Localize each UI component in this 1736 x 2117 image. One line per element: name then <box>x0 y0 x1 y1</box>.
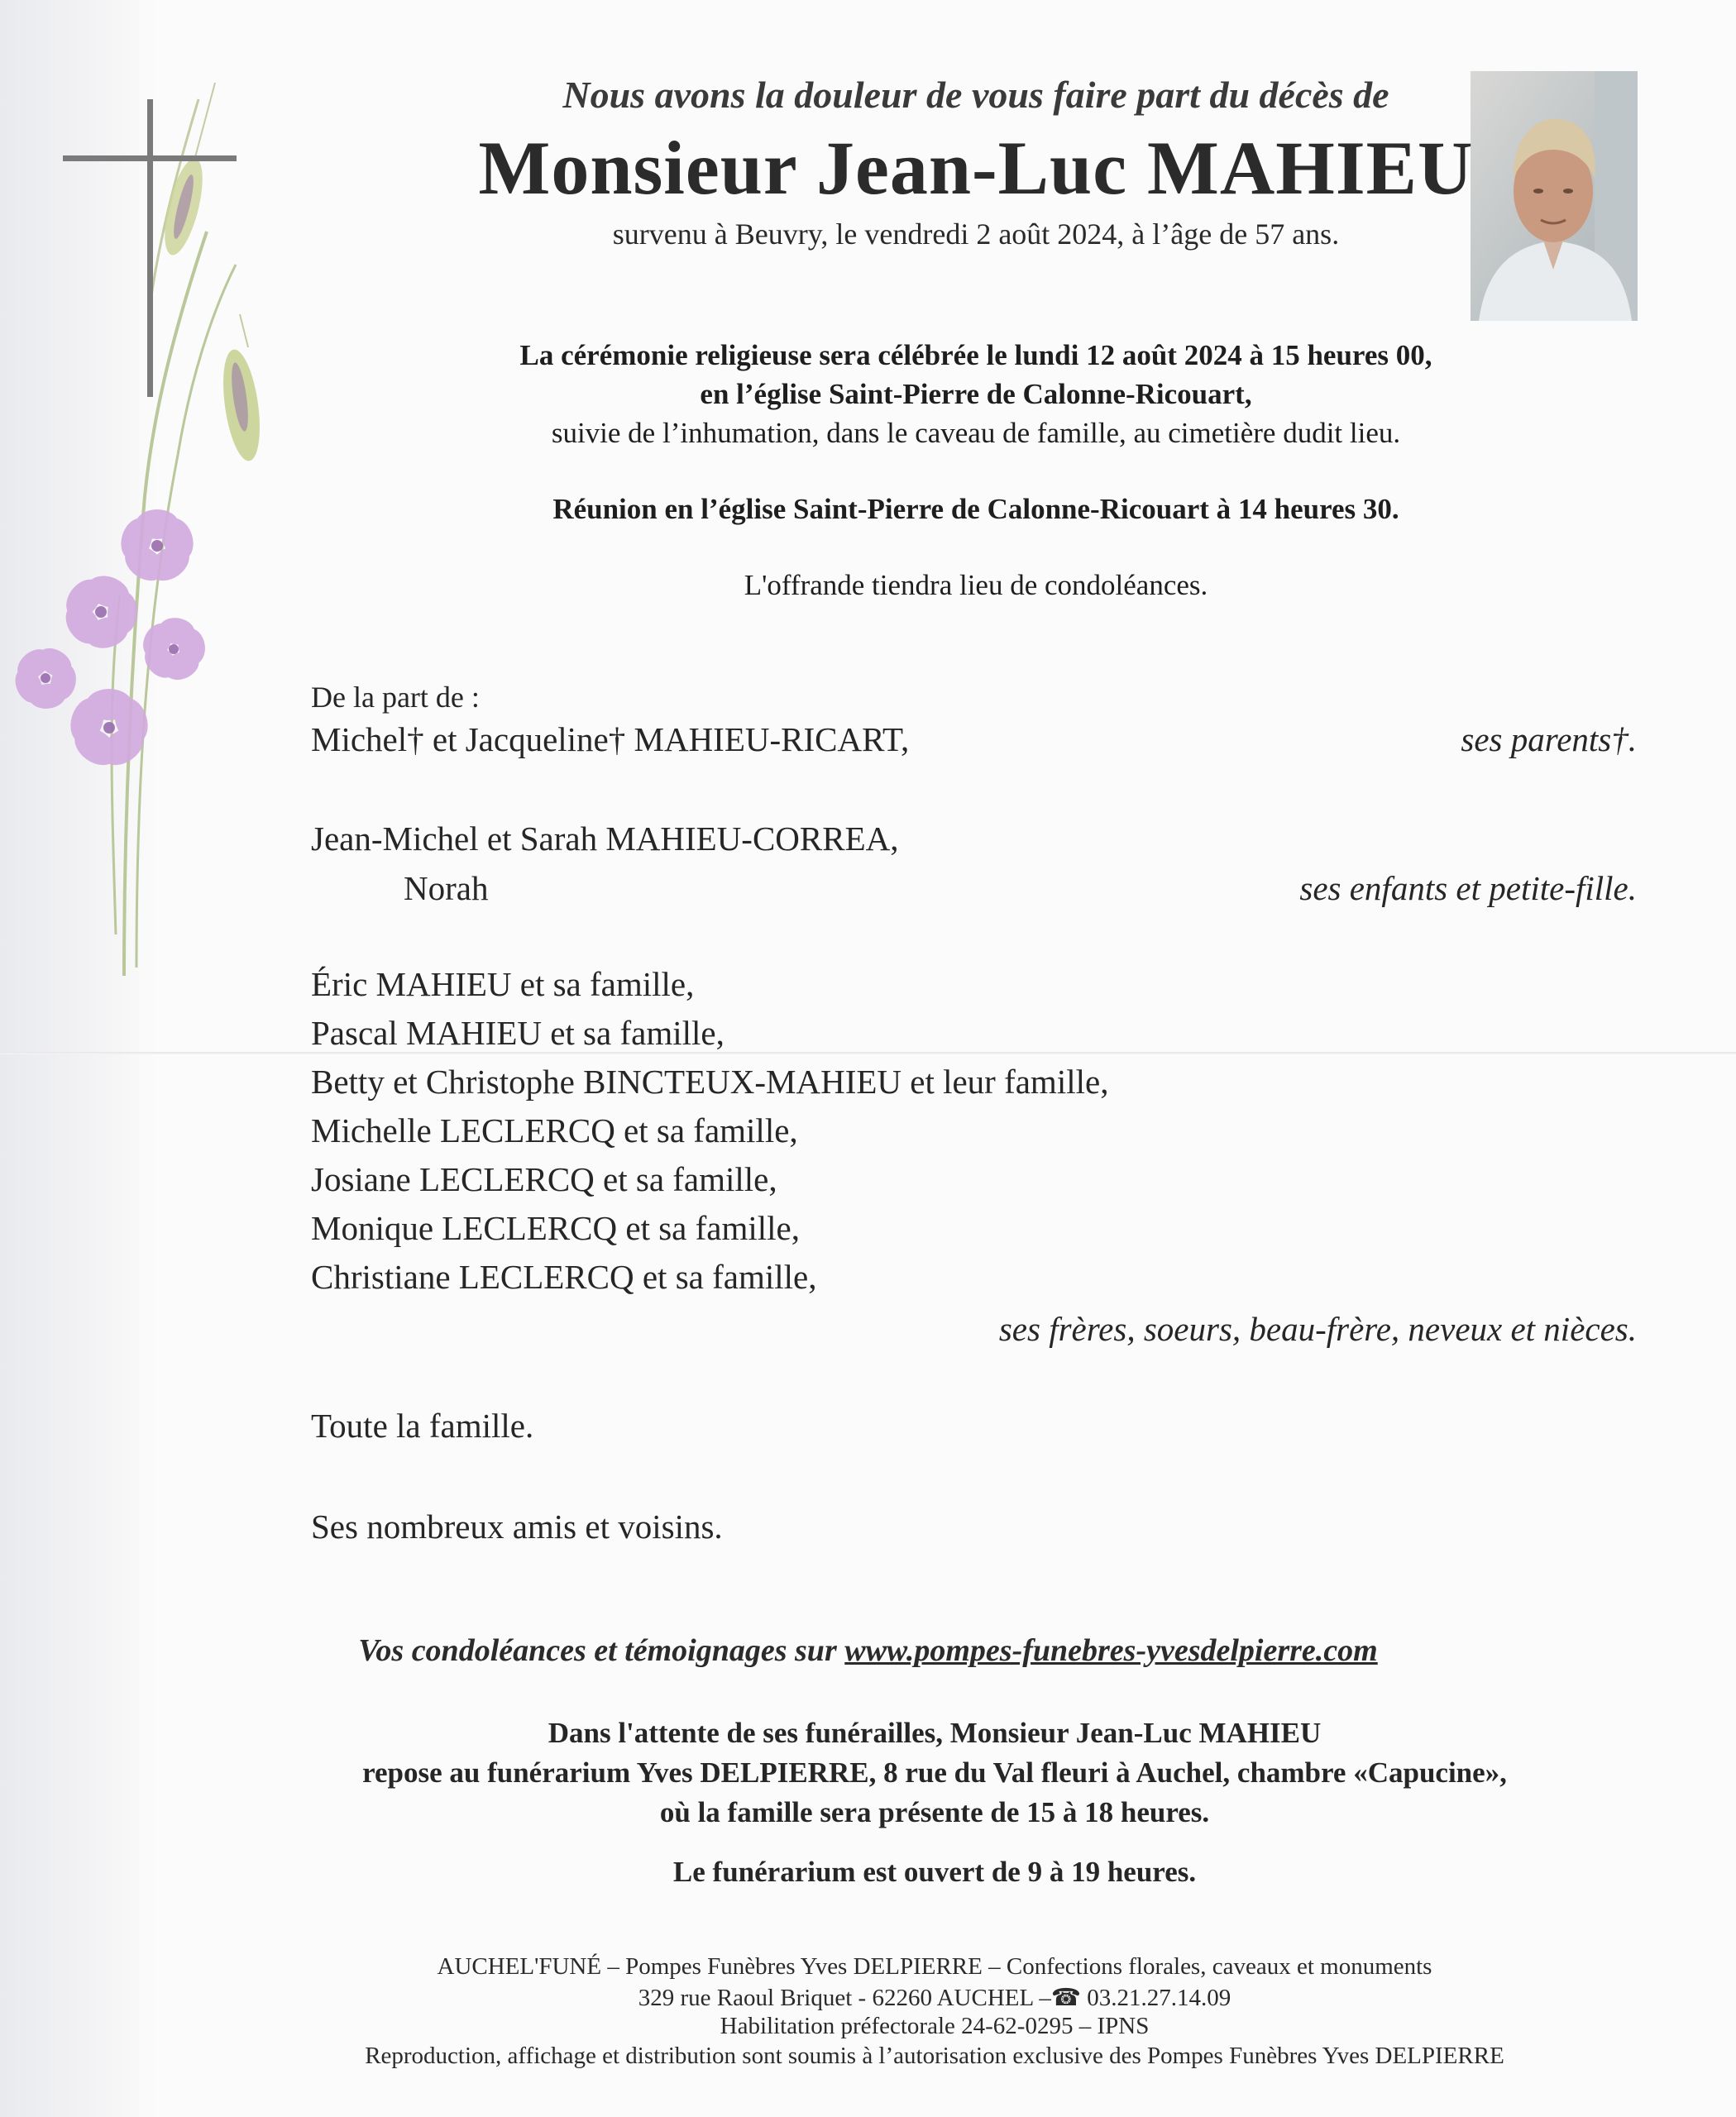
funerarium-line-2: repose au funérarium Yves DELPIERRE, 8 rue du Val fleuri à Auchel, chambre «Capucine», <box>362 1756 1507 1789</box>
family-sibling: Christiane LECLERCQ et sa famille, <box>311 1258 817 1296</box>
family-parents: Michel† et Jacqueline† MAHIEU-RICART, <box>311 720 910 758</box>
family-sibling: Michelle LECLERCQ et sa famille, <box>311 1111 798 1149</box>
condolences-line <box>0 1632 1736 1669</box>
whole-family: Toute la famille. <box>311 1407 534 1445</box>
website-link[interactable]: www.pompes-funebres-yvesdelpierre.com <box>844 1633 1378 1668</box>
funerarium-hours: Le funérarium est ouvert de 9 à 19 heures. <box>672 1856 1197 1888</box>
ceremony-line-1: La cérémonie religieuse sera célébrée le lundi 12 août 2024 à 15 heures 00, <box>519 339 1432 371</box>
intro-line: Nous avons la douleur de vous faire part du décès de <box>562 74 1389 116</box>
ceremony-line-2: en l’église Saint-Pierre de Calonne-Ricouart, <box>700 378 1252 410</box>
family-grandchild: Norah <box>404 869 489 907</box>
family-children: Jean-Michel et Sarah MAHIEU-CORREA, <box>311 820 899 858</box>
family-sibling: Pascal MAHIEU et sa famille, <box>311 1014 725 1052</box>
cross-icon <box>63 99 237 397</box>
footer-company: AUCHEL'FUNÉ – Pompes Funèbres Yves DELPIERRE – Confections florales, caveaux et monuments <box>437 1953 1432 1980</box>
relation-siblings: ses frères, soeurs, beau-frère, neveux et nièces. <box>998 1310 1637 1348</box>
friends-neighbors: Ses nombreux amis et voisins. <box>311 1508 723 1546</box>
footer-habilitation: Habilitation préfectorale 24-62-0295 – IPNS <box>720 2013 1150 2039</box>
family-sibling: Josiane LECLERCQ et sa famille, <box>311 1160 777 1198</box>
reunion-line: Réunion en l’église Saint-Pierre de Calonne-Ricouart à 14 heures 30. <box>552 493 1399 525</box>
relation-parents: ses parents†. <box>1461 720 1637 758</box>
paper-fold-line <box>0 1052 1736 1054</box>
relation-children: ses enfants et petite-fille. <box>1299 869 1637 907</box>
violet-flower-icon <box>10 509 207 772</box>
family-sibling: Monique LECLERCQ et sa famille, <box>311 1209 800 1247</box>
from-label: De la part de : <box>311 681 480 714</box>
death-details: survenu à Beuvry, le vendredi 2 août 2024, à l’âge de 57 ans. <box>612 217 1340 251</box>
footer-copyright: Reproduction, affichage et distribution sont soumis à l’autorisation exclusive des Pompes Funèbres Yves DELPIERRE <box>365 2043 1504 2069</box>
funerarium-line-3: où la famille sera présente de 15 à 18 heures. <box>659 1796 1210 1828</box>
family-sibling: Betty et Christophe BINCTEUX-MAHIEU et leur famille, <box>311 1063 1109 1101</box>
condolences-text: Vos condoléances et témoignages sur <box>358 1633 845 1668</box>
offering-line: L'offrande tiendra lieu de condoléances. <box>744 569 1208 601</box>
cross-and-flowers-decoration <box>0 66 298 992</box>
wheat-ear-icon <box>218 314 266 463</box>
family-sibling: Éric MAHIEU et sa famille, <box>311 965 695 1003</box>
deceased-name: Monsieur Jean-Luc MAHIEU <box>478 126 1474 210</box>
footer-address: 329 rue Raoul Briquet - 62260 AUCHEL –☎ 03.21.27.14.09 <box>638 1985 1231 2011</box>
funerarium-line-1: Dans l'attente de ses funérailles, Monsieur Jean-Luc MAHIEU <box>548 1717 1322 1749</box>
ceremony-line-3: suivie de l’inhumation, dans le caveau de famille, au cimetière dudit lieu. <box>551 417 1401 449</box>
